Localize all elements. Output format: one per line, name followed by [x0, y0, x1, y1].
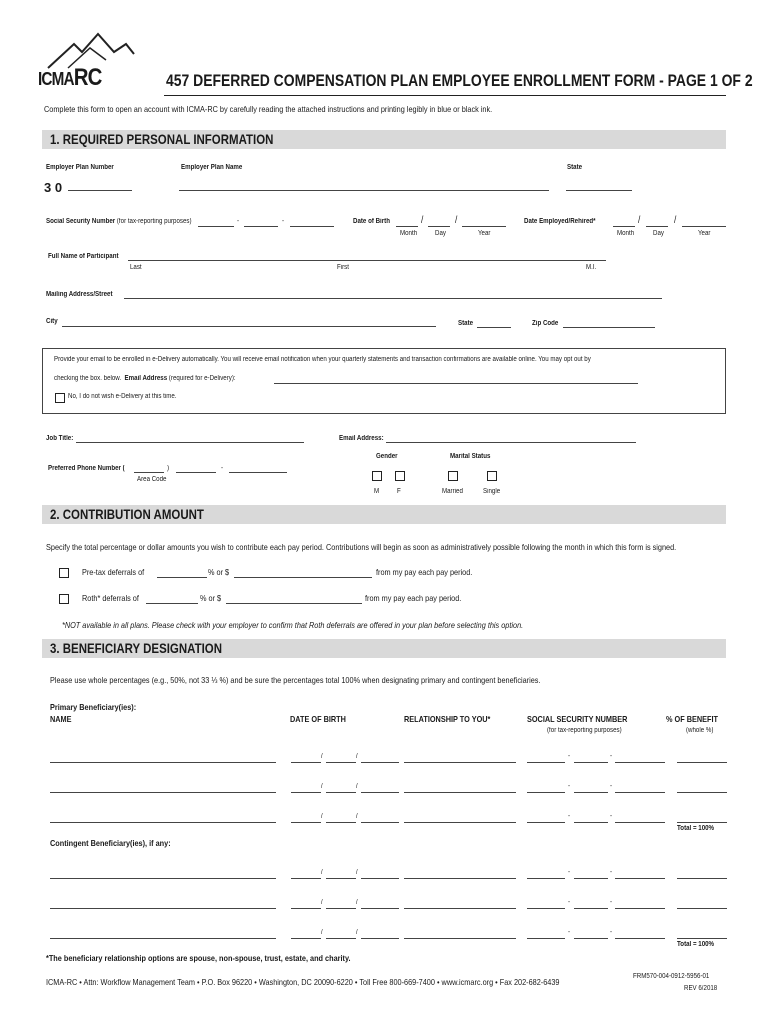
mi-caption: M.I. — [586, 264, 597, 271]
beneficiary-ssn-field-1[interactable] — [527, 762, 565, 763]
beneficiary-ssn-field-1[interactable] — [527, 938, 565, 939]
mailing-field[interactable] — [124, 298, 662, 299]
beneficiary-pct-field[interactable] — [677, 792, 727, 793]
dob-year-caption: Year — [478, 230, 491, 237]
col-ssn: SOCIAL SECURITY NUMBER — [527, 714, 628, 724]
beneficiary-dob-year-field[interactable] — [361, 878, 399, 879]
edelivery-text-1: Provide your email to be enrolled in e-Delivery automatically. You will receive email notification when your quarterly statements and transaction confirmations are available online. You may opt out by — [54, 356, 591, 363]
ssn-dash-2: - — [282, 218, 285, 225]
full-name-label: Full Name of Participant — [48, 253, 119, 260]
beneficiary-dob-day-field[interactable] — [326, 822, 356, 823]
beneficiary-dob-year-field[interactable] — [361, 792, 399, 793]
edelivery-text-2: checking the box. below. Email Address (required for e-Delivery): — [54, 375, 236, 382]
date-separator: / — [321, 899, 323, 906]
pretax-label: Pre-tax deferrals of — [82, 567, 145, 577]
zip-label: Zip Code — [532, 320, 559, 327]
employed-slash-2: / — [674, 215, 677, 226]
opt-out-label: No, I do not wish e-Delivery at this time. — [68, 393, 177, 400]
dob-month-field[interactable] — [396, 226, 418, 227]
beneficiary-dob-year-field[interactable] — [361, 908, 399, 909]
date-separator: / — [321, 813, 323, 820]
gender-m-checkbox[interactable] — [372, 471, 382, 481]
ssn-field-1[interactable] — [198, 226, 234, 227]
beneficiary-ssn-field-1[interactable] — [527, 822, 565, 823]
col-dob: DATE OF BIRTH — [290, 714, 346, 724]
section-2-header — [42, 505, 726, 524]
dob-month-caption: Month — [400, 230, 418, 237]
employer-plan-name-field[interactable] — [179, 190, 549, 191]
employed-year-field[interactable] — [682, 226, 726, 227]
last-caption: Last — [130, 264, 142, 271]
beneficiary-ssn-field-3[interactable] — [615, 908, 665, 909]
ssn-field-3[interactable] — [290, 226, 334, 227]
beneficiary-ssn-field-3[interactable] — [615, 938, 665, 939]
employed-year-caption: Year — [698, 230, 711, 237]
beneficiary-name-field[interactable] — [50, 908, 276, 909]
ssn-separator: - — [610, 929, 613, 936]
beneficiary-dob-month-field[interactable] — [291, 878, 321, 879]
single-checkbox[interactable] — [487, 471, 497, 481]
beneficiary-ssn-field-2[interactable] — [574, 792, 608, 793]
roth-or-label: % or $ — [200, 593, 222, 603]
full-name-field[interactable] — [128, 260, 606, 261]
date-separator: / — [356, 753, 358, 760]
beneficiary-relationship-field[interactable] — [404, 762, 516, 763]
first-caption: First — [337, 264, 349, 271]
roth-dollar-field[interactable] — [226, 603, 362, 604]
phone-paren: ) — [167, 465, 170, 472]
section-2-title: 2. CONTRIBUTION AMOUNT — [50, 506, 204, 522]
ssn-separator: - — [568, 753, 571, 760]
beneficiary-dob-day-field[interactable] — [326, 878, 356, 879]
email-address-label: Email Address: — [339, 435, 384, 442]
contingent-total: Total = 100% — [677, 941, 715, 948]
ssn-separator: - — [610, 813, 613, 820]
beneficiary-dob-month-field[interactable] — [291, 792, 321, 793]
beneficiary-name-field[interactable] — [50, 878, 276, 879]
pretax-suffix: from my pay each pay period. — [376, 567, 473, 577]
logo — [38, 30, 138, 90]
logo-text-left: ICMA — [38, 69, 74, 89]
section-1-header — [42, 130, 726, 149]
section-3-intro: Please use whole percentages (e.g., 50%, not 33 ⅓ %) and be sure the percentages total 100% when designating primary and contingent beneficiaries. — [50, 675, 541, 685]
date-separator: / — [356, 813, 358, 820]
roth-label: Roth* deferrals of — [82, 593, 139, 603]
beneficiary-dob-day-field[interactable] — [326, 938, 356, 939]
ssn-separator: - — [568, 813, 571, 820]
ssn-separator: - — [568, 869, 571, 876]
footer-address: ICMA-RC • Attn: Workflow Management Team • P.O. Box 96220 • Washington, DC 20090-6220 • Toll Free 800-669-7400 • www.icmarc.org • Fax 202-682-6439 — [46, 977, 560, 987]
col-pct-note: (whole %) — [686, 727, 714, 734]
relationship-note: *The beneficiary relationship options are spouse, non-spouse, trust, estate, and charity. — [46, 953, 351, 963]
col-ssn-note: (for tax-reporting purposes) — [547, 727, 622, 734]
employed-slash-1: / — [638, 215, 641, 226]
beneficiary-ssn-field-2[interactable] — [574, 878, 608, 879]
area-code-caption: Area Code — [137, 476, 167, 483]
employer-plan-number-label: Employer Plan Number — [46, 164, 114, 171]
date-employed-label: Date Employed/Rehired* — [524, 218, 596, 225]
gender-m-label: M — [374, 488, 380, 495]
col-pct: % OF BENEFIT — [666, 714, 718, 724]
beneficiary-ssn-field-3[interactable] — [615, 878, 665, 879]
state-field[interactable] — [566, 190, 632, 191]
dob-day-caption: Day — [435, 230, 446, 237]
ssn-dash-1: - — [237, 218, 240, 225]
beneficiary-dob-day-field[interactable] — [326, 762, 356, 763]
phone-line-field[interactable] — [229, 472, 287, 473]
section-3-title: 3. BENEFICIARY DESIGNATION — [50, 640, 223, 656]
beneficiary-ssn-field-3[interactable] — [615, 822, 665, 823]
pretax-percent-field[interactable] — [157, 577, 207, 578]
employer-plan-number-field[interactable] — [68, 190, 132, 191]
beneficiary-ssn-field-2[interactable] — [574, 762, 608, 763]
date-separator: / — [321, 783, 323, 790]
primary-label: Primary Beneficiary(ies): — [50, 702, 137, 712]
section-3-header — [42, 639, 726, 658]
ssn-separator: - — [610, 869, 613, 876]
form-code: FRM570-004-0912-5956-01 — [633, 973, 710, 980]
beneficiary-pct-field[interactable] — [677, 878, 727, 879]
beneficiary-relationship-field[interactable] — [404, 908, 516, 909]
instructions: Complete this form to open an account with ICMA-RC by carefully reading the attached instructions and printing legibly in blue or black ink. — [44, 104, 493, 114]
roth-checkbox[interactable] — [59, 594, 69, 604]
ssn-separator: - — [568, 783, 571, 790]
date-separator: / — [321, 929, 323, 936]
beneficiary-ssn-field-1[interactable] — [527, 908, 565, 909]
job-title-label: Job Title: — [46, 435, 74, 442]
contingent-label: Contingent Beneficiary(ies), if any: — [50, 838, 171, 848]
beneficiary-dob-year-field[interactable] — [361, 822, 399, 823]
beneficiary-dob-year-field[interactable] — [361, 762, 399, 763]
employed-month-field[interactable] — [613, 226, 635, 227]
beneficiary-dob-year-field[interactable] — [361, 938, 399, 939]
pretax-dollar-field[interactable] — [234, 577, 372, 578]
date-separator: / — [321, 869, 323, 876]
gender-f-label: F — [397, 488, 401, 495]
employed-month-caption: Month — [617, 230, 635, 237]
beneficiary-ssn-field-1[interactable] — [527, 878, 565, 879]
section-2-intro: Specify the total percentage or dollar amounts you wish to contribute each pay period. Contributions will begin as soon as administratively possible following the month in which this form is signed. — [46, 542, 677, 552]
state2-label: State — [458, 320, 474, 327]
single-label: Single — [483, 488, 501, 495]
beneficiary-dob-day-field[interactable] — [326, 908, 356, 909]
mailing-label: Mailing Address/Street — [46, 291, 113, 298]
beneficiary-name-field[interactable] — [50, 792, 276, 793]
area-code-field[interactable] — [134, 472, 164, 473]
dob-label: Date of Birth — [353, 218, 390, 225]
date-separator: / — [356, 899, 358, 906]
ssn-separator: - — [610, 899, 613, 906]
beneficiary-ssn-field-3[interactable] — [615, 762, 665, 763]
ssn-separator: - — [568, 899, 571, 906]
beneficiary-dob-day-field[interactable] — [326, 792, 356, 793]
beneficiary-pct-field[interactable] — [677, 822, 727, 823]
opt-out-checkbox[interactable] — [55, 393, 65, 403]
gender-label: Gender — [376, 453, 398, 460]
beneficiary-name-field[interactable] — [50, 938, 276, 939]
title-rule — [164, 95, 726, 96]
beneficiary-pct-field[interactable] — [677, 762, 727, 763]
roth-note: *NOT available in all plans. Please check with your employer to confirm that Roth deferrals are offered in your plan before selecting this option. — [62, 620, 524, 630]
phone-dash: - — [221, 465, 224, 472]
city-field[interactable] — [62, 326, 436, 327]
beneficiary-relationship-field[interactable] — [404, 792, 516, 793]
col-name: NAME — [50, 714, 72, 724]
roth-percent-field[interactable] — [146, 603, 198, 604]
primary-total: Total = 100% — [677, 825, 715, 832]
ssn-separator: - — [568, 929, 571, 936]
beneficiary-relationship-field[interactable] — [404, 938, 516, 939]
ssn-separator: - — [610, 753, 613, 760]
state-label: State — [567, 164, 583, 171]
beneficiary-ssn-field-2[interactable] — [574, 908, 608, 909]
logo-text-right: RC — [73, 64, 102, 91]
employed-day-field[interactable] — [646, 226, 668, 227]
beneficiary-relationship-field[interactable] — [404, 822, 516, 823]
state2-field[interactable] — [477, 327, 511, 328]
form-title: 457 DEFERRED COMPENSATION PLAN EMPLOYEE ENROLLMENT FORM - PAGE 1 OF 2 — [166, 71, 753, 90]
beneficiary-dob-month-field[interactable] — [291, 938, 321, 939]
beneficiary-dob-month-field[interactable] — [291, 762, 321, 763]
dob-slash-1: / — [421, 215, 424, 226]
form-rev: REV 6/2018 — [684, 985, 718, 992]
beneficiary-pct-field[interactable] — [677, 938, 727, 939]
date-separator: / — [356, 869, 358, 876]
email-address-field[interactable] — [386, 442, 636, 443]
beneficiary-name-field[interactable] — [50, 762, 276, 763]
married-label: Married — [442, 488, 463, 495]
date-separator: / — [321, 753, 323, 760]
date-separator: / — [356, 929, 358, 936]
dob-day-field[interactable] — [428, 226, 450, 227]
job-title-field[interactable] — [76, 442, 304, 443]
dob-year-field[interactable] — [462, 226, 506, 227]
col-relationship: RELATIONSHIP TO YOU* — [404, 714, 491, 724]
section-1-title: 1. REQUIRED PERSONAL INFORMATION — [50, 131, 274, 147]
beneficiary-ssn-field-1[interactable] — [527, 792, 565, 793]
ssn-label: Social Security Number (for tax-reporting purposes) — [46, 218, 192, 225]
beneficiary-relationship-field[interactable] — [404, 878, 516, 879]
employed-day-caption: Day — [653, 230, 664, 237]
beneficiary-dob-month-field[interactable] — [291, 908, 321, 909]
marital-status-label: Marital Status — [450, 453, 491, 460]
ssn-separator: - — [610, 783, 613, 790]
beneficiary-dob-month-field[interactable] — [291, 822, 321, 823]
zip-field[interactable] — [563, 327, 655, 328]
phone-label: Preferred Phone Number ( — [48, 465, 125, 472]
employer-plan-name-label: Employer Plan Name — [181, 164, 243, 171]
gender-f-checkbox[interactable] — [395, 471, 405, 481]
city-label: City — [46, 318, 58, 325]
dob-slash-2: / — [455, 215, 458, 226]
phone-prefix-field[interactable] — [176, 472, 216, 473]
pretax-or-label: % or $ — [208, 567, 230, 577]
ssn-field-2[interactable] — [244, 226, 278, 227]
plan-number-prefix: 3 0 — [44, 180, 63, 195]
married-checkbox[interactable] — [448, 471, 458, 481]
beneficiary-ssn-field-2[interactable] — [574, 938, 608, 939]
roth-suffix: from my pay each pay period. — [365, 593, 462, 603]
beneficiary-ssn-field-2[interactable] — [574, 822, 608, 823]
beneficiary-pct-field[interactable] — [677, 908, 727, 909]
beneficiary-name-field[interactable] — [50, 822, 276, 823]
pretax-checkbox[interactable] — [59, 568, 69, 578]
beneficiary-ssn-field-3[interactable] — [615, 792, 665, 793]
edelivery-email-field[interactable] — [274, 383, 638, 384]
date-separator: / — [356, 783, 358, 790]
